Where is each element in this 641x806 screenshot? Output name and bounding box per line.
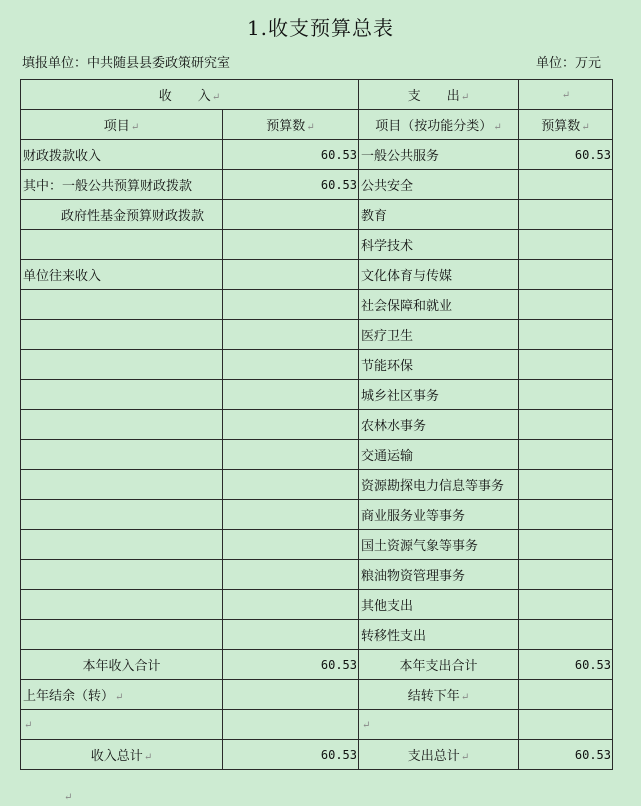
income-budget	[223, 410, 359, 440]
income-item	[21, 290, 223, 320]
expense-header: 支 出↵	[359, 80, 519, 110]
table-row	[21, 560, 613, 590]
income-item	[21, 320, 223, 350]
grand-total-row	[21, 740, 613, 770]
expense-budget	[519, 440, 613, 470]
expense-budget	[519, 380, 613, 410]
blank-cell	[223, 710, 359, 740]
carry-out-label: 结转下年↵	[359, 680, 519, 710]
income-item	[21, 500, 223, 530]
table-row	[21, 200, 613, 230]
table-row	[21, 500, 613, 530]
table-row	[21, 140, 613, 170]
expense-budget	[519, 560, 613, 590]
page-title: 1.收支预算总表	[246, 16, 395, 40]
income-budget	[223, 200, 359, 230]
expense-item: 其他支出	[359, 590, 519, 620]
income-budget	[223, 470, 359, 500]
income-item	[21, 560, 223, 590]
income-budget	[223, 440, 359, 470]
expense-item: 社会保障和就业	[359, 290, 519, 320]
col-func-budget-header: 预算数↵	[519, 110, 613, 140]
expense-item: 城乡社区事务	[359, 380, 519, 410]
income-budget	[223, 290, 359, 320]
income-budget	[223, 320, 359, 350]
year-total-row	[21, 650, 613, 680]
table-row	[21, 350, 613, 380]
expense-item: 一般公共服务	[359, 140, 519, 170]
expense-item: 转移性支出	[359, 620, 519, 650]
blank-row	[21, 710, 613, 740]
income-item: 财政拨款收入	[21, 140, 223, 170]
blank-cell	[519, 710, 613, 740]
carry-in-value	[223, 680, 359, 710]
income-item: 单位往来收入	[21, 260, 223, 290]
income-item	[21, 350, 223, 380]
expense-budget	[519, 170, 613, 200]
income-budget	[223, 230, 359, 260]
table-row	[21, 440, 613, 470]
grand-income-label: 收入总计↵	[21, 740, 223, 770]
end-paragraph-mark: ↵	[64, 792, 73, 803]
expense-item: 节能环保	[359, 350, 519, 380]
expense-budget	[519, 410, 613, 440]
carry-row	[21, 680, 613, 710]
expense-budget	[519, 590, 613, 620]
income-budget	[223, 530, 359, 560]
income-budget	[223, 380, 359, 410]
expense-item: 医疗卫生	[359, 320, 519, 350]
table-row	[21, 230, 613, 260]
blank-cell: ↵	[21, 710, 223, 740]
carry-in-label: 上年结余（转）↵	[21, 680, 223, 710]
expense-budget	[519, 290, 613, 320]
income-budget: 60.53	[223, 140, 359, 170]
reporting-unit: 填报单位：中共随县县委政策研究室	[22, 56, 231, 71]
income-item	[21, 470, 223, 500]
header-row-1	[21, 80, 613, 110]
table-row	[21, 170, 613, 200]
table-row	[21, 320, 613, 350]
table-row	[21, 470, 613, 500]
grand-expense-value: 60.53	[519, 740, 613, 770]
expense-budget	[519, 260, 613, 290]
expense-item: 国土资源气象等事务	[359, 530, 519, 560]
col-budget-header: 预算数↵	[223, 110, 359, 140]
expense-budget	[519, 350, 613, 380]
expense-item: 科学技术	[359, 230, 519, 260]
expense-item: 粮油物资管理事务	[359, 560, 519, 590]
year-income-label: 本年收入合计	[21, 650, 223, 680]
expense-item: 教育	[359, 200, 519, 230]
expense-budget	[519, 200, 613, 230]
table-row	[21, 260, 613, 290]
table-row	[21, 620, 613, 650]
expense-item: 商业服务业等事务	[359, 500, 519, 530]
income-item: 其中：一般公共预算财政拨款	[21, 170, 223, 200]
income-item: 政府性基金预算财政拨款	[21, 200, 223, 230]
expense-item: 文化体育与传媒	[359, 260, 519, 290]
expense-header-blank: ↵	[519, 80, 613, 110]
grand-income-value: 60.53	[223, 740, 359, 770]
budget-summary-table	[20, 79, 613, 770]
year-expense-value: 60.53	[519, 650, 613, 680]
income-item	[21, 230, 223, 260]
grand-expense-label: 支出总计↵	[359, 740, 519, 770]
expense-item: 交通运输	[359, 440, 519, 470]
blank-cell: ↵	[359, 710, 519, 740]
table-row	[21, 380, 613, 410]
income-item	[21, 620, 223, 650]
col-func-item-header: 项目（按功能分类）↵	[359, 110, 519, 140]
table-row	[21, 290, 613, 320]
table-row	[21, 410, 613, 440]
income-budget	[223, 350, 359, 380]
income-item	[21, 440, 223, 470]
income-item	[21, 530, 223, 560]
expense-item: 农林水事务	[359, 410, 519, 440]
expense-budget	[519, 470, 613, 500]
income-budget	[223, 500, 359, 530]
expense-budget	[519, 500, 613, 530]
income-item	[21, 590, 223, 620]
expense-item: 公共安全	[359, 170, 519, 200]
income-header: 收 入↵	[21, 80, 359, 110]
currency-unit: 单位：万元	[535, 56, 601, 71]
income-budget	[223, 560, 359, 590]
expense-budget	[519, 530, 613, 560]
expense-budget: 60.53	[519, 140, 613, 170]
year-income-value: 60.53	[223, 650, 359, 680]
expense-budget	[519, 620, 613, 650]
income-item	[21, 410, 223, 440]
carry-out-value	[519, 680, 613, 710]
expense-budget	[519, 230, 613, 260]
income-budget	[223, 590, 359, 620]
table-row	[21, 590, 613, 620]
table-row	[21, 530, 613, 560]
col-item-header: 项目↵	[21, 110, 223, 140]
year-expense-label: 本年支出合计	[359, 650, 519, 680]
income-budget	[223, 620, 359, 650]
income-budget	[223, 260, 359, 290]
expense-item: 资源勘探电力信息等事务	[359, 470, 519, 500]
income-budget: 60.53	[223, 170, 359, 200]
income-item	[21, 380, 223, 410]
header-row-2	[21, 110, 613, 140]
expense-budget	[519, 320, 613, 350]
